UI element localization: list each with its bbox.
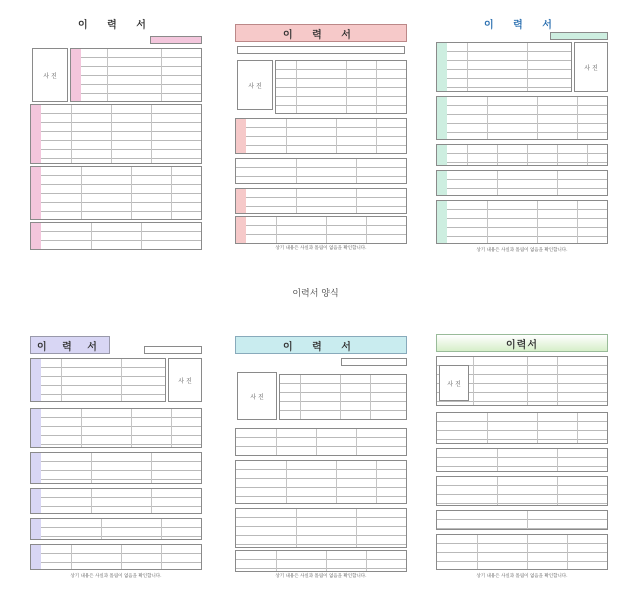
family-table [436,534,608,570]
template-title: 이 력 서 [484,19,560,31]
education-table [235,118,407,154]
skills-table [436,200,608,244]
date-box [150,36,202,44]
resume-template-6[interactable] [432,334,612,582]
career-table [30,452,202,484]
career-table [235,158,407,184]
footer-note: 상기 내용은 사실과 틀림이 없음을 확인합니다. [476,248,568,253]
template-title: 이 력 서 [235,336,407,354]
photo-box: 사 진 [168,358,202,402]
personal-info-table [275,60,407,114]
skills-table [235,508,407,548]
template-title: 이력서 [436,334,608,352]
military-table [436,510,608,530]
personal-info-table [279,374,407,420]
skills-table [235,188,407,214]
skills-table [436,476,608,506]
footer-note: 상기 내용은 사실과 틀림이 없음을 확인합니다. [70,574,162,579]
resume-template-3[interactable] [432,10,612,258]
personal-info-table [436,42,572,92]
section-caption: 이력서 양식 [292,289,339,299]
template-title: 이 력 서 [78,19,154,31]
resume-template-5[interactable] [231,334,411,582]
date-box [341,358,407,366]
family-table [235,550,407,572]
education-table [235,428,407,456]
resume-template-4[interactable] [26,334,206,582]
skills-table [30,488,202,514]
personal-info-table [70,48,202,102]
skills-table [30,222,202,250]
footer-note: 상기 내용은 사실과 틀림이 없음을 확인합니다. [275,246,367,251]
photo-box: 사 진 [32,48,68,102]
language-table [436,144,608,166]
photo-box: 사 진 [237,60,273,110]
personal-info-table [30,358,166,402]
photo-box: 사 진 [574,42,608,92]
date-box [144,346,202,354]
education-table [436,412,608,444]
personal-info-table [436,356,608,406]
resume-template-2[interactable] [231,10,411,258]
resume-template-1[interactable] [26,10,206,258]
education-table [30,408,202,448]
date-box [550,32,608,40]
footer-note: 상기 내용은 사실과 틀림이 없음을 확인합니다. [476,574,568,579]
career-table [30,166,202,220]
career-table [436,448,608,472]
photo-box: 사 진 [439,365,469,401]
family-table [235,216,407,244]
photo-box: 사 진 [237,372,277,420]
career-table [235,460,407,504]
family-table [30,544,202,570]
template-title: 이 력 서 [235,24,407,42]
career-table [436,170,608,196]
education-table [436,96,608,140]
education-table [30,104,202,164]
military-table [30,518,202,540]
date-box [237,46,405,54]
footer-note: 상기 내용은 사실과 틀림이 없음을 확인합니다. [275,574,367,579]
template-title: 이 력 서 [30,336,110,354]
